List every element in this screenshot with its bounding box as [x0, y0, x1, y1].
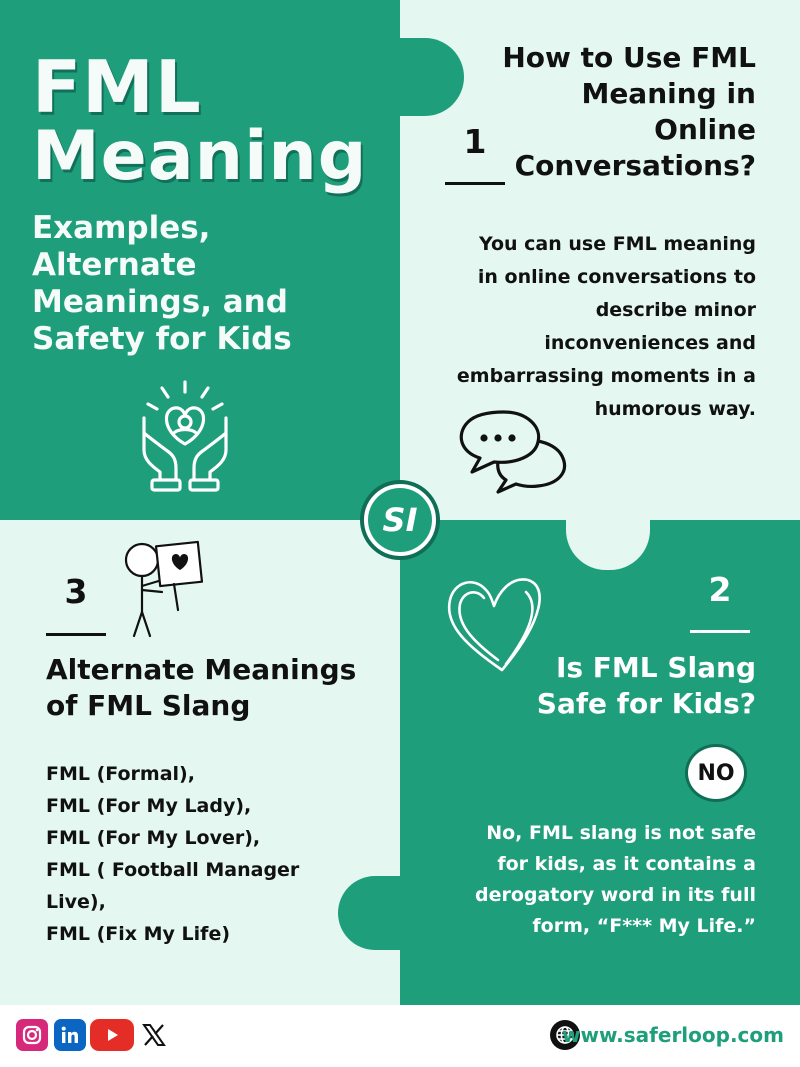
list-item: FML (For My Lady), — [46, 795, 252, 817]
hero-subtitle-line: Meanings, and — [32, 284, 288, 320]
section1-body-line: in online conversations to — [477, 266, 756, 288]
logo-text: SI — [368, 488, 432, 552]
section1-number-underline — [445, 182, 505, 185]
section1-body-line: describe minor — [595, 299, 756, 321]
hero-title-line2: Meaning — [32, 117, 368, 196]
list-item: FML ( Football Manager — [46, 859, 300, 881]
hero-subtitle — [32, 210, 372, 358]
section1-number: 1 — [463, 122, 487, 161]
section1-heading — [440, 40, 756, 184]
section1-heading-line: Online — [654, 113, 756, 146]
section1-body-line: You can use FML meaning — [478, 233, 756, 255]
list-item: FML (For My Lover), — [46, 827, 261, 849]
alternate-meanings-list — [46, 758, 346, 950]
hero-subtitle-line: Alternate — [32, 247, 197, 283]
section2-heading — [470, 650, 756, 722]
no-badge: NO — [685, 744, 747, 802]
section2-body-line: form, “F*** My Life.” — [532, 915, 756, 937]
stick-figure-heart-sign-icon — [118, 540, 208, 640]
section2-body-line: derogatory word in its full — [474, 884, 756, 906]
youtube-icon[interactable] — [90, 1019, 134, 1051]
section2-body-line: for kids, as it contains a — [497, 853, 756, 875]
list-item: FML (Formal), — [46, 763, 195, 785]
section2-heading-line: Safe for Kids? — [536, 687, 756, 720]
chat-bubbles-icon — [450, 404, 576, 496]
section3-heading-line: Alternate Meanings — [46, 653, 357, 686]
footer — [0, 1005, 800, 1067]
section3-heading-line: of FML Slang — [46, 689, 251, 722]
section3-number-underline — [46, 633, 106, 636]
x-icon[interactable] — [138, 1019, 170, 1051]
hero-subtitle-line: Examples, — [32, 210, 211, 246]
section3-number: 3 — [64, 572, 88, 611]
hero-title-line1: FML — [32, 45, 202, 129]
section1-body — [420, 228, 756, 426]
section2-body-line: No, FML slang is not safe — [486, 822, 756, 844]
puzzle-knob-bottom — [338, 876, 418, 950]
section2-number-underline — [690, 630, 750, 633]
hero-subtitle-line: Safety for Kids — [32, 321, 292, 357]
list-item: FML (Fix My Life) — [46, 923, 231, 945]
section2-number: 2 — [708, 570, 732, 609]
section3-heading — [46, 652, 386, 724]
saferloop-logo — [360, 480, 440, 560]
list-item: Live), — [46, 891, 106, 913]
section2-body — [440, 818, 756, 942]
section1-body-line: humorous way. — [594, 398, 756, 420]
section2-heading-line: Is FML Slang — [555, 651, 756, 684]
section1-heading-line: How to Use FML — [502, 41, 756, 74]
section1-body-line: inconveniences and — [544, 332, 756, 354]
section1-body-line: embarrassing moments in a — [456, 365, 756, 387]
section1-heading-line: Conversations? — [514, 149, 756, 182]
section1-heading-line: Meaning in — [581, 77, 756, 110]
hands-heart-icon — [130, 378, 240, 496]
instagram-icon[interactable] — [16, 1019, 48, 1051]
website-link[interactable]: www.saferloop.com — [562, 1023, 784, 1047]
linkedin-icon[interactable] — [54, 1019, 86, 1051]
